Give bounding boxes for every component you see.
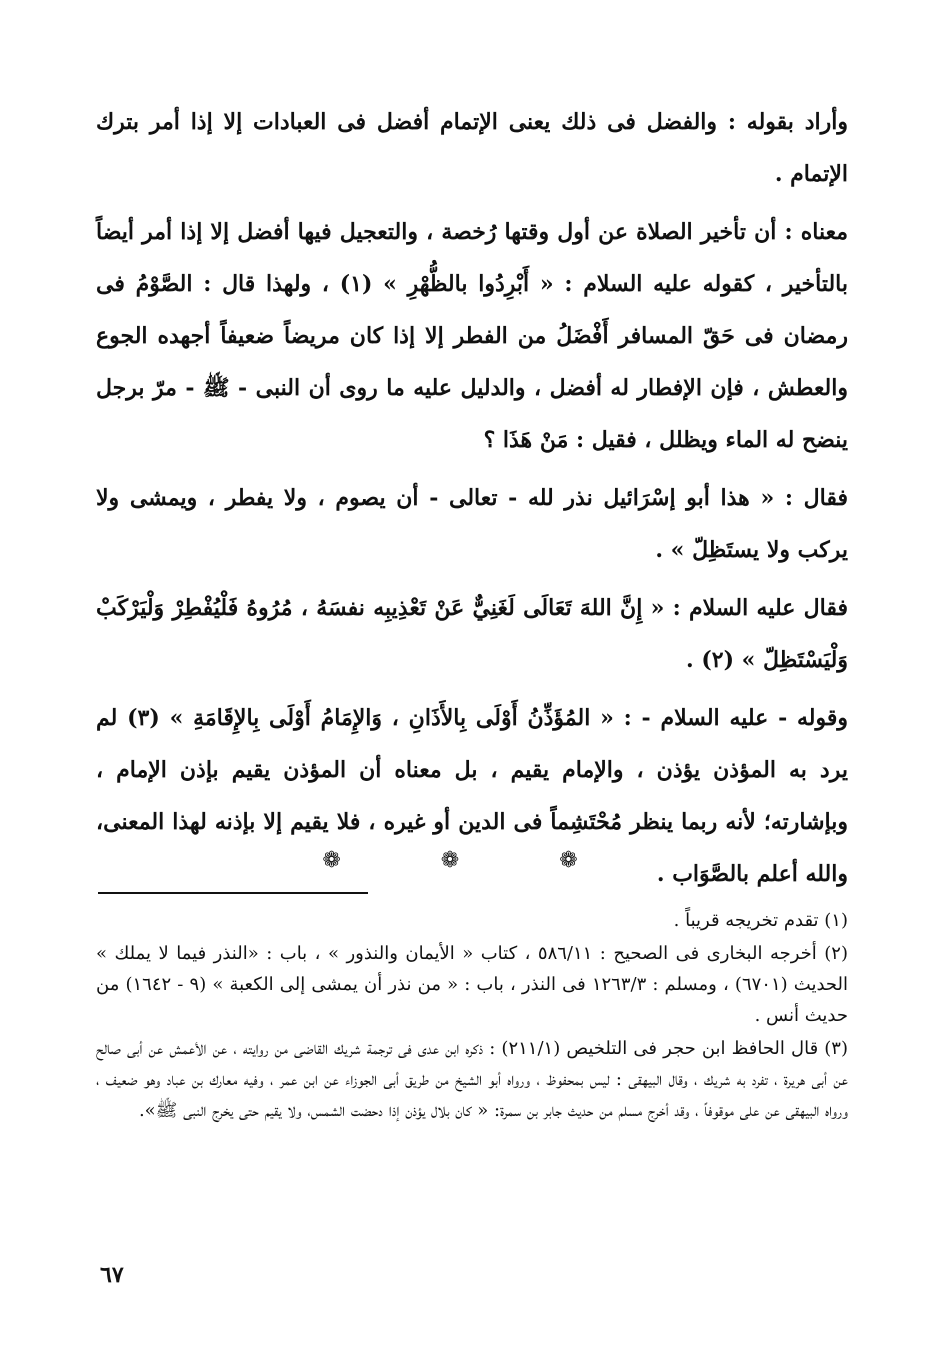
footnote-2: (٢) أخرجه البخارى فى الصحيح : ٥٨٦/١١ ، كتاب « الأيمان والنذور » ، باب : «النذر فيما لا يملك » الحديث (٦٧٠١) ، ومسلم : ١٢٦٣/٣ فى النذر ، باب : « من نذر أن يمشى إلى الكعبة » (٩ - ١٦٤٢) من حديث أنس .: [96, 943, 849, 1026]
divider-ornament-icon: ❁: [440, 848, 504, 873]
footnote-3: (٣) قال الحافظ ابن حجر فى التلخيص (٢١١/١) : ذكره ابن عدى فى ترجمة شريك القاضى من روايته ، عن الأعمش عن أبى صالح عن أبى هريرة ، تفرد به شريك ، وقال البيهقى : ليس بمحفوظ ، ورواه أبو الشيخ من طريق أبى الجوزاء عن ابن عمر ، وفيه معارك بن عباد وهو ضعيف ، ورواه البيهقى عن على موقوفاً ، وقد أخرج مسلم من حديث جابر بن سمرة: « كان بلال يؤذن إذا دحضت الشمس، ولا يقيم حتى يخرج النبى ﷺ».: [96, 1038, 848, 1121]
section-divider: [0, 848, 944, 873]
page-number: ٦٧: [100, 1262, 124, 1288]
paragraph-3: فقال : « هذا أبو إسْرَائيل نذر لله - تعالى - أن يصوم ، ولا يفطر ، ويمشى ولا يركب ولا يستَظِلّ » .: [96, 485, 848, 563]
footnote-separator: [98, 892, 368, 894]
main-text: [96, 96, 848, 906]
divider-ornament-icon: ❁: [322, 848, 385, 873]
paragraph-4: فقال عليه السلام : « إِنَّ اللهَ تَعَالَى لَغَنِيٌّ عَنْ تَعْذِيبِه نفسَهُ ، مُرُوهُ فَلْيُفْطِرْ وَلْيَرْكَبْ وَلْيَسْتَظِلّ » (٢) .: [96, 595, 848, 673]
paragraph-2: معناه : أن تأخير الصلاة عن أول وقتها رُخصة ، والتعجيل فيها أفضل إلا إذا أمر أيضاً بالتأخير ، كقوله عليه السلام : « أَبْرِدُوا بالظُّهْرِ » (١) ، ولهذا قال : الصَّوْمُ فى رمضان فى حَقّ المسافر أَفْضَلُ من الفطر إلا إذا كان مريضاً ضعيفاً أجهده الجوع والعطش ، فإن الإفطار له أفضل ، والدليل عليه ما روى أن النبى - ﷺ - مرّ برجل ينضح له الماء ويظلل ، فقيل : مَنْ هَذَا ؟: [96, 219, 849, 453]
paragraph-5: وقوله - عليه السلام - : « المُؤَذِّنُ أَوْلَى بِالأَذَانِ ، وَالإِمَامُ أَوْلَى بِالإِقَامَةِ » (٣) لم يرد به المؤذن يؤذن ، والإمام يقيم ، بل معناه أن المؤذن يقيم بإذن الإمام ، وبإشارته؛ لأنه ربما ينظر مُحْتَشِماً فى الدين أو غيره ، فلا يقيم إلا بإذنه لهذا المعنى، والله أعلم بالصَّوَاب .: [96, 705, 848, 887]
footnotes: [96, 905, 848, 1128]
paragraph-1: وأراد بقوله : والفضل فى ذلك يعنى الإتمام أفضل فى العبادات إلا إذا أمر بترك الإتمام .: [96, 109, 848, 187]
footnote-1: (١) تقدم تخريجه قريباً .: [673, 910, 848, 931]
divider-ornament-icon: ❁: [559, 848, 622, 873]
